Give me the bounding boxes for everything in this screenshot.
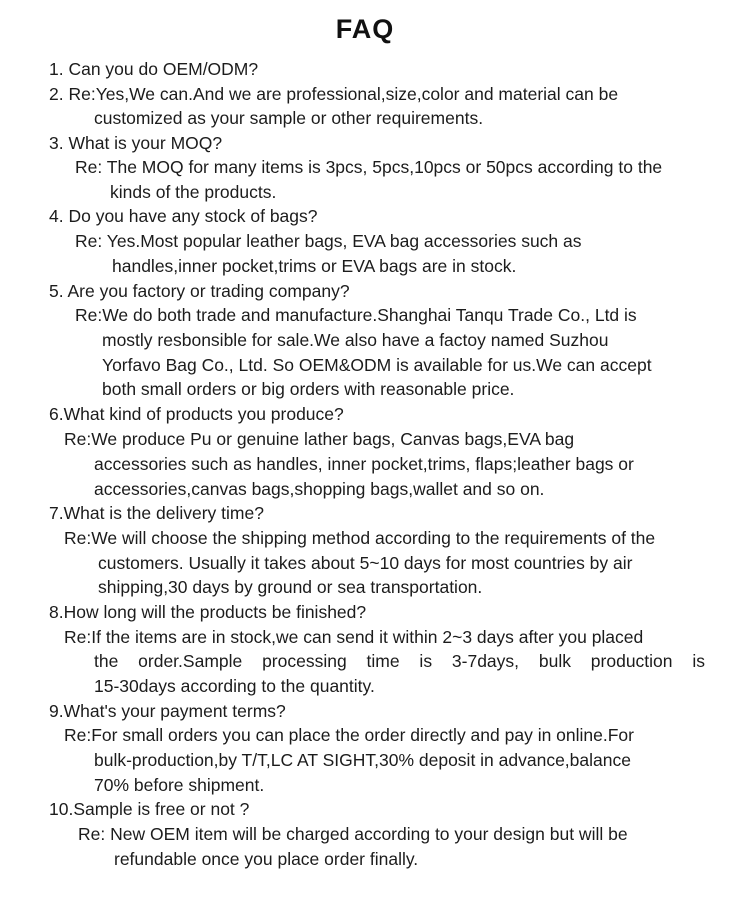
- answer-5-line-2: mostly resbonsible for sale.We also have a factoy named Suzhou: [102, 330, 609, 350]
- answer-4-line-1: Re: Yes.Most popular leather bags, EVA bag accessories such as: [75, 231, 582, 251]
- page-title: FAQ: [335, 14, 395, 44]
- answer-2-line-2: customized as your sample or other requirements.: [94, 108, 484, 128]
- question-9: 9.What's your payment terms?: [49, 701, 286, 721]
- answer-6-line-1: Re:We produce Pu or genuine lather bags, Canvas bags,EVA bag: [64, 429, 575, 449]
- answer-5-line-3: Yorfavo Bag Co., Ltd. So OEM&ODM is available for us.We can accept: [102, 355, 652, 375]
- question-3: 3. What is your MOQ?: [49, 133, 223, 153]
- answer-6-line-3: accessories,canvas bags,shopping bags,wallet and so on.: [94, 479, 545, 499]
- question-8: 8.How long will the products be finished?: [49, 602, 367, 622]
- answer-7-line-1: Re:We will choose the shipping method according to the requirements of the: [64, 528, 656, 548]
- question-7: 7.What is the delivery time?: [49, 503, 264, 523]
- answer-8-line-1: Re:If the items are in stock,we can send it within 2~3 days after you placed: [64, 627, 644, 647]
- question-4: 4. Do you have any stock of bags?: [49, 206, 318, 226]
- answer-4-line-2: handles,inner pocket,trims or EVA bags are in stock.: [112, 256, 517, 276]
- answer-7-line-2: customers. Usually it takes about 5~10 days for most countries by air: [98, 553, 633, 573]
- answer-10-line-1: Re: New OEM item will be charged according to your design but will be: [78, 824, 628, 844]
- question-6: 6.What kind of products you produce?: [49, 404, 344, 424]
- answer-8-line-3: 15-30days according to the quantity.: [94, 676, 375, 696]
- answer-6-line-2: accessories such as handles, inner pocket,trims, flaps;leather bags or: [94, 454, 634, 474]
- answer-5-line-4: both small orders or big orders with reasonable price.: [102, 379, 515, 399]
- answer-9-line-1: Re:For small orders you can place the order directly and pay in online.For: [64, 725, 634, 745]
- answer-7-line-3: shipping,30 days by ground or sea transportation.: [98, 577, 483, 597]
- answer-3-line-1: Re: The MOQ for many items is 3pcs, 5pcs,10pcs or 50pcs according to the: [75, 157, 663, 177]
- question-1: 1. Can you do OEM/ODM?: [49, 59, 259, 79]
- question-5: 5. Are you factory or trading company?: [49, 281, 350, 301]
- answer-3-line-2: kinds of the products.: [110, 182, 277, 202]
- answer-2-line-1: 2. Re:Yes,We can.And we are professional,size,color and material can be: [49, 84, 619, 104]
- answer-8-line-2: the order.Sample processing time is 3-7days, bulk production is: [94, 651, 705, 671]
- answer-5-line-1: Re:We do both trade and manufacture.Shanghai Tanqu Trade Co., Ltd is: [75, 305, 637, 325]
- answer-9-line-2: bulk-production,by T/T,LC AT SIGHT,30% deposit in advance,balance: [94, 750, 631, 770]
- answer-9-line-3: 70% before shipment.: [94, 775, 265, 795]
- question-10: 10.Sample is free or not ?: [49, 799, 250, 819]
- answer-10-line-2: refundable once you place order finally.: [114, 849, 419, 869]
